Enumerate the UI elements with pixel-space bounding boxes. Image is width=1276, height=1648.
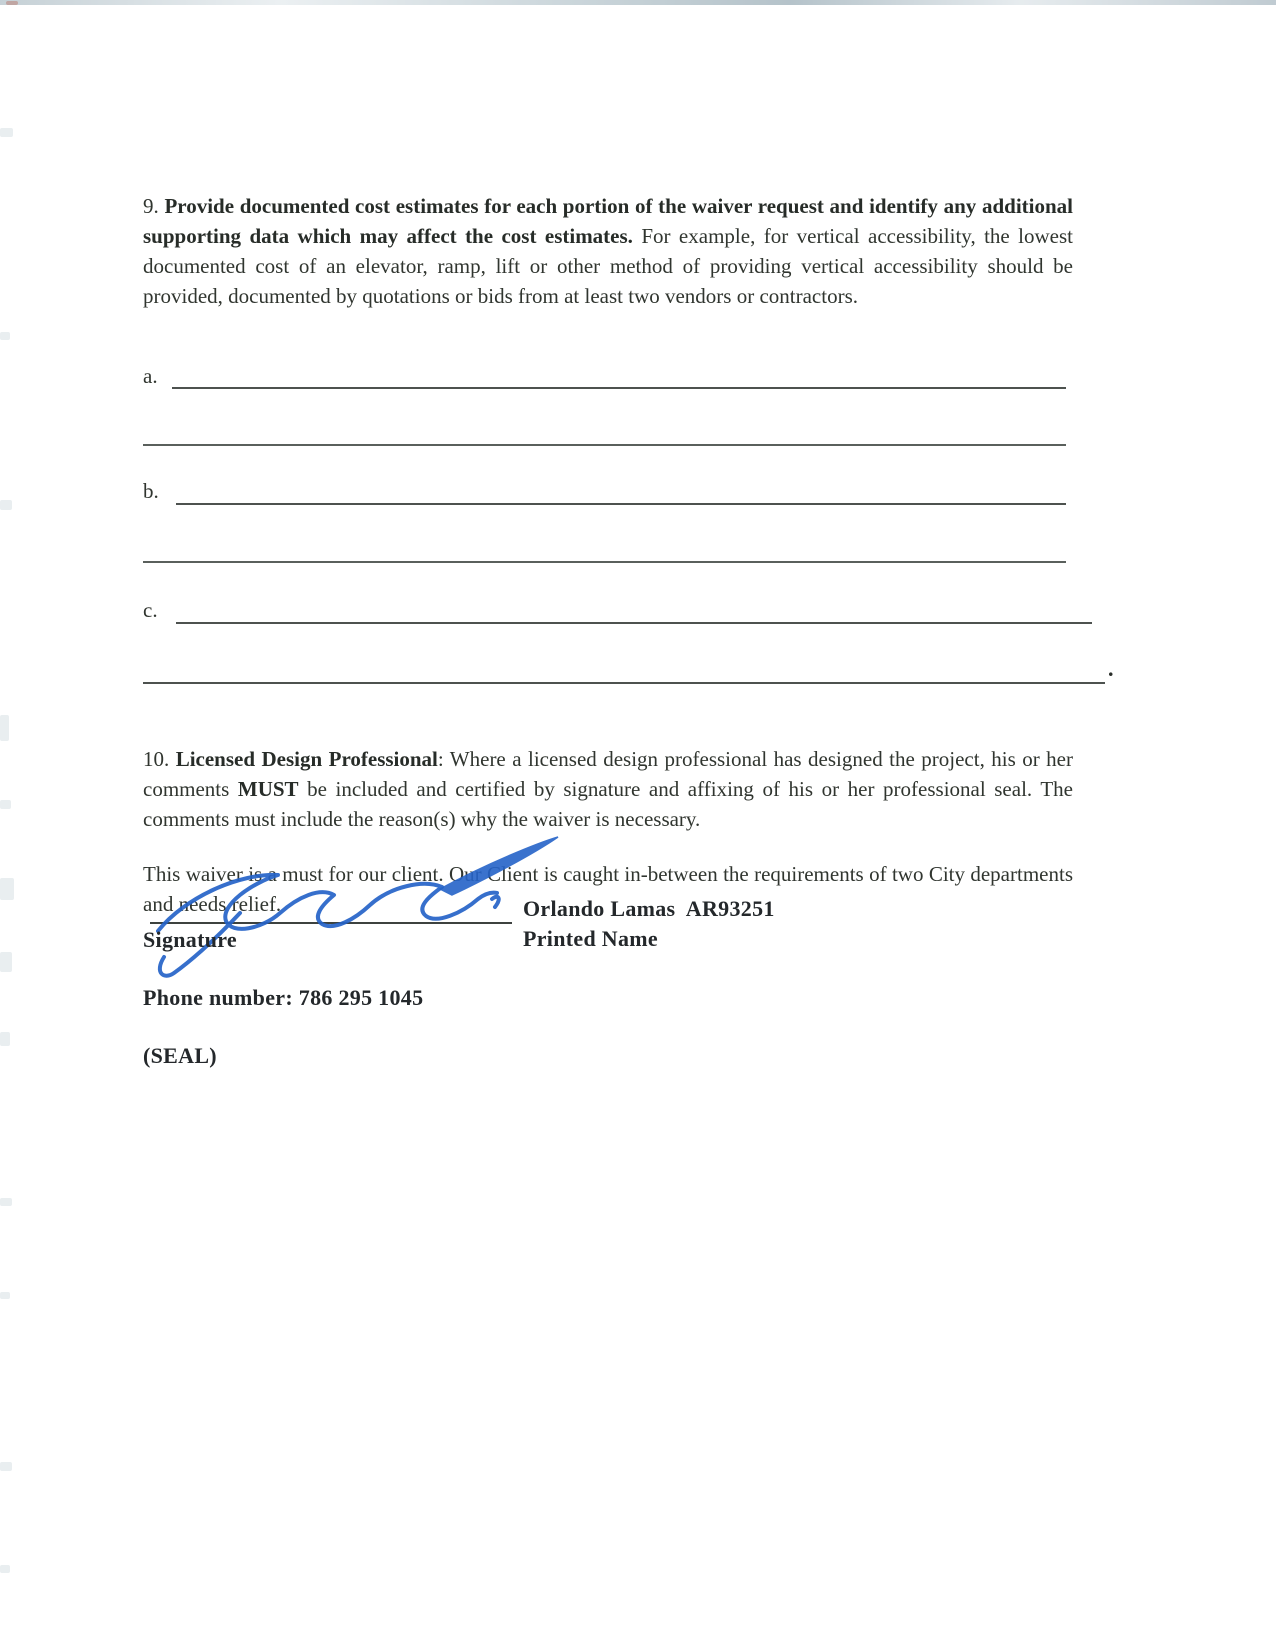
- section10-text-1: : Where a licensed design professional has designed the project, his or her comments: [143, 747, 1073, 801]
- answer-line-c: [176, 622, 1092, 624]
- section9-number: 9.: [143, 194, 165, 218]
- section10-paragraph: [143, 744, 1073, 834]
- section10-text-2: be included and certified by signature and affixing of his or her professional seal. The comments must include the reason(s) why the waiver is necessary.: [143, 777, 1073, 831]
- answer-line-b: [176, 503, 1066, 505]
- scan-artifact: [0, 1292, 10, 1299]
- scan-artifact: [0, 878, 14, 900]
- answer-label-a: a.: [143, 364, 158, 388]
- printed-name-label: Printed Name: [523, 926, 658, 951]
- signature-label: Signature: [143, 927, 237, 952]
- scan-artifact: [0, 952, 12, 972]
- client-note-paragraph: This waiver is a must for our client. Our Client is caught in-between the requirements of two City departments and needs relief.: [143, 862, 1073, 916]
- section9-paragraph: [143, 191, 1073, 311]
- scan-artifact: [0, 800, 11, 809]
- trailing-period: .: [1108, 656, 1114, 681]
- section10-bold-must: MUST: [237, 777, 299, 801]
- answer-label-b: b.: [143, 479, 159, 503]
- section10-number: 10.: [143, 747, 176, 771]
- printed-name-value: Orlando Lamas AR93251: [523, 896, 775, 921]
- scan-top-red-mark: [6, 1, 18, 5]
- phone-label: Phone number:: [143, 985, 299, 1010]
- scan-artifact: [0, 1462, 12, 1471]
- answer-line-a: [172, 387, 1066, 389]
- answer-line-b-continued: [143, 561, 1066, 563]
- scan-artifact: [0, 1565, 10, 1573]
- scan-artifact: [0, 128, 13, 137]
- scan-artifact: [0, 332, 10, 340]
- handwritten-signature-scribble: [140, 835, 580, 995]
- answer-line-c-continued: [143, 682, 1105, 684]
- scan-artifact: [0, 500, 12, 510]
- section10-bold-title: Licensed Design Professional: [175, 747, 438, 771]
- section9-normal-text: For example, for vertical accessibility, the lowest documented cost of an elevator, ramp, lift or other method of providing vertical accessibility should be provided, documented by quotations or bids from at least two vendors or contractors.: [143, 224, 1073, 308]
- scan-artifact: [0, 715, 9, 741]
- scan-top-edge-artifact: [0, 0, 1276, 5]
- phone-value: 786 295 1045: [298, 985, 424, 1010]
- signature-flourish: [440, 837, 558, 895]
- seal-label: (SEAL): [143, 1043, 217, 1068]
- scan-artifact: [0, 1198, 12, 1206]
- scan-artifact: [0, 1032, 10, 1046]
- answer-label-c: c.: [143, 598, 158, 622]
- answer-line-a-continued: [143, 444, 1066, 446]
- phone-number-line: [143, 986, 423, 1010]
- section9-bold-text: Provide documented cost estimates for each portion of the waiver request and identify any additional supporting data which may affect the cost estimates.: [143, 194, 1073, 248]
